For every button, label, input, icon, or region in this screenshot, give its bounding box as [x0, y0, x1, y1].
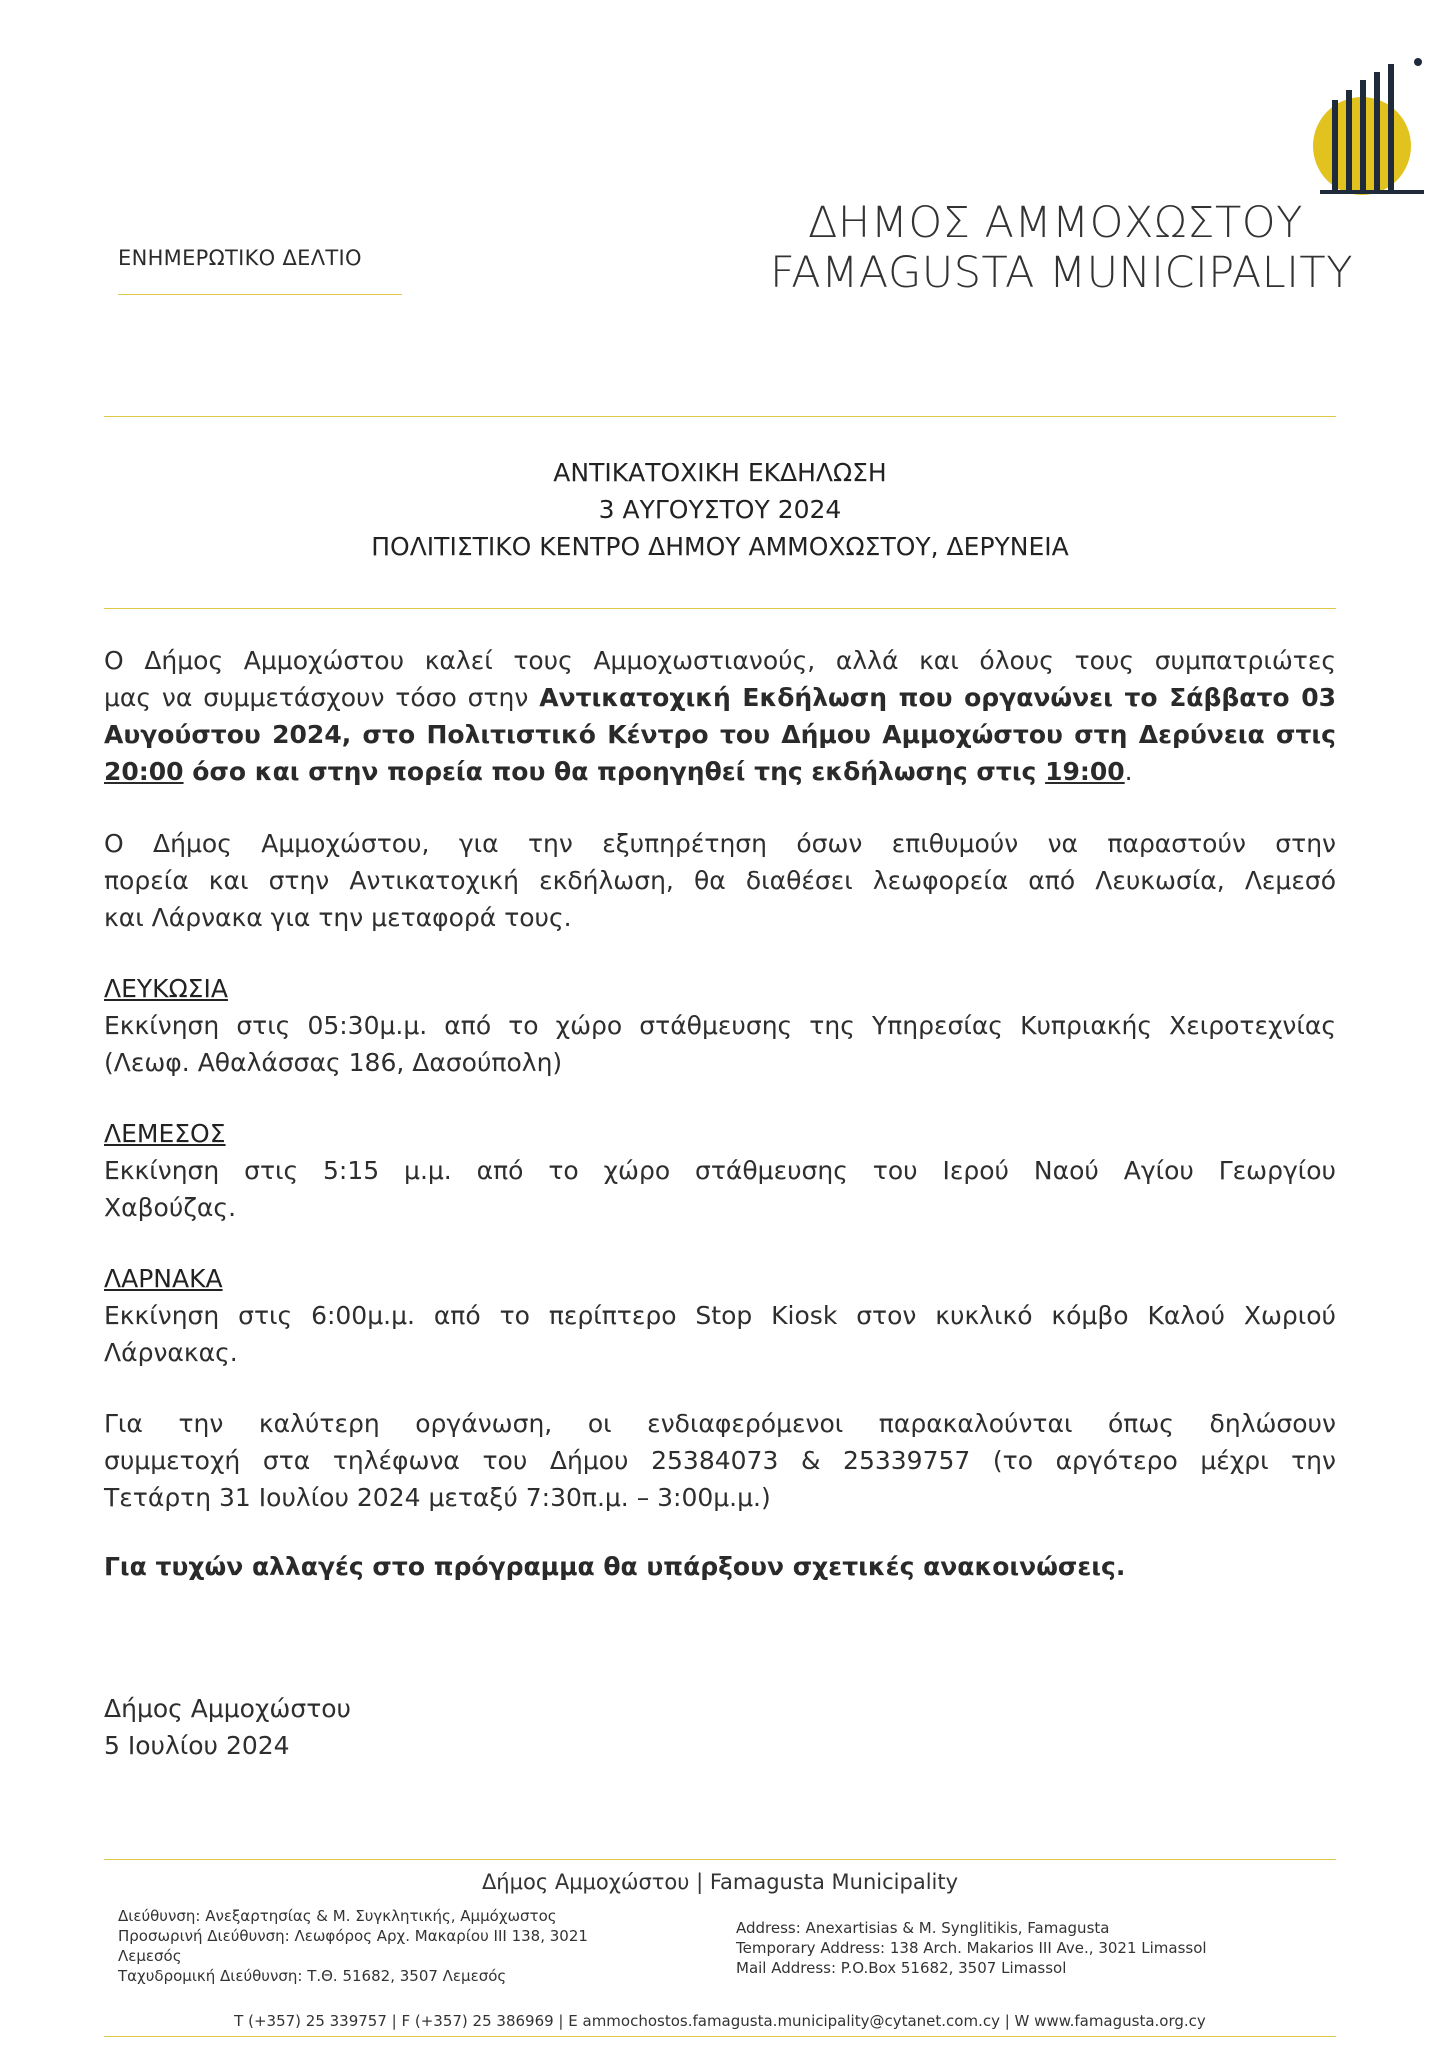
event-venue: ΠΟΛΙΤΙΣΤΙΚΟ ΚΕΝΤΡΟ ΔΗΜΟΥ ΑΜΜΟΧΩΣΤΟΥ, ΔΕΡΥΝΕΙΑ [371, 532, 1069, 561]
event-title: ΑΝΤΙΚΑΤΟΧΙΚΗ ΕΚΔΗΛΩΣΗ [553, 458, 887, 487]
signature-date: 5 Ιουλίου 2024 [104, 1731, 290, 1760]
footer-en-line: Temporary Address: 138 Arch. Makarios III Ave., 3021 Limassol [736, 1939, 1207, 1957]
registration-paragraph [104, 1405, 1336, 1516]
intro-line-4 [104, 753, 1336, 790]
intro-line-4-text: όσο και στην πορεία που θα προηγηθεί της εκδήλωσης στις [183, 757, 1046, 786]
footer-divider-top [104, 1859, 1336, 1860]
departure-details: Εκκίνηση στις 6:00μ.μ. από το περίπτερο Stop Kiosk στον κυκλικό κόμβο Καλού Χωριού [104, 1301, 1336, 1330]
footer-gr-line: Διεύθυνση: Ανεξαρτησίας & Μ. Συγκλητικής, Αμμόχωστος [118, 1907, 557, 1925]
footer-divider-bottom [104, 2036, 1336, 2037]
march-time: 19:00 [1045, 757, 1125, 786]
departure-nicosia [104, 970, 1336, 1081]
footer-en-line: Address: Anexartisias & M. Synglitikis, Famagusta [736, 1919, 1110, 1937]
registration-line-3: Τετάρτη 31 Ιουλίου 2024 μεταξύ 7:30π.μ. – 3:00μ.μ.) [104, 1483, 771, 1512]
registration-line-2: συμμετοχή στα τηλέφωνα του Δήμου 25384073 & 25339757 (το αργότερο μέχρι την [104, 1446, 1336, 1475]
bulletin-underline [118, 294, 402, 295]
intro-paragraph [104, 642, 1336, 790]
transport-line-3: και Λάρνακα για την μεταφορά τους. [104, 903, 572, 932]
footer-title: Δήμος Αμμοχώστου | Famagusta Municipality [481, 1870, 959, 1894]
header-divider [104, 416, 1336, 417]
footer-en-line: Mail Address: P.O.Box 51682, 3507 Limassol [736, 1959, 1067, 1977]
municipality-logo-icon [1300, 50, 1430, 210]
footer-greek-address [118, 1906, 678, 1986]
event-time: 20:00 [104, 757, 184, 786]
footer-gr-line: Προσωρινή Διεύθυνση: Λεωφόρος Αρχ. Μακαρίου ΙΙΙ 138, 3021 [118, 1927, 588, 1945]
signature-block [104, 1690, 1336, 1764]
intro-line-2 [104, 679, 1336, 716]
changes-notice: Για τυχών αλλαγές στο πρόγραμμα θα υπάρξουν σχετικές ανακοινώσεις. [104, 1552, 1126, 1581]
transport-paragraph [104, 825, 1336, 936]
registration-line-1: Για την καλύτερη οργάνωση, οι ενδιαφερόμενοι παρακαλούνται όπως δηλώσουν [104, 1409, 1336, 1438]
footer-gr-line: Ταχυδρομική Διεύθυνση: Τ.Θ. 51682, 3507 Λεμεσός [118, 1967, 507, 1985]
event-date: 3 ΑΥΓΟΥΣΤΟΥ 2024 [598, 495, 842, 524]
departure-details-cont: (Λεωφ. Αθαλάσσας 186, Δασούπολη) [104, 1048, 563, 1077]
footer-english-address [736, 1918, 1336, 1978]
departure-city: ΛΕΥΚΩΣΙΑ [104, 974, 228, 1003]
bulletin-label: ΕΝΗΜΕΡΩΤΙΚΟ ΔΕΛΤΙΟ [118, 246, 362, 270]
title-divider [104, 608, 1336, 609]
departure-larnaca [104, 1260, 1336, 1371]
transport-line-1: Ο Δήμος Αμμοχώστου, για την εξυπηρέτηση όσων επιθυμούν να παραστούν στην [104, 829, 1336, 858]
departure-details: Εκκίνηση στις 05:30μ.μ. από το χώρο στάθμευσης της Υπηρεσίας Κυπριακής Χειροτεχνίας [104, 1011, 1336, 1040]
departure-limassol [104, 1115, 1336, 1226]
intro-line-1: Ο Δήμος Αμμοχώστου καλεί τους Αμμοχωστιανούς, αλλά και όλους τους συμπατριώτες [104, 646, 1336, 675]
intro-line-2-bold: Αντικατοχική Εκδήλωση που οργανώνει το Σάββατο 03 [539, 683, 1336, 712]
departure-city: ΛΕΜΕΣΟΣ [104, 1119, 226, 1148]
transport-line-2: πορεία και στην Αντικατοχική εκδήλωση, θα διαθέσει λεωφορεία από Λευκωσία, Λεμεσό [104, 866, 1336, 895]
intro-line-4-end: . [1124, 757, 1133, 786]
departure-city: ΛΑΡΝΑΚΑ [104, 1264, 223, 1293]
org-name-english: FAMAGUSTA MUNICIPALITY [770, 248, 1353, 298]
intro-line-3: Αυγούστου 2024, στο Πολιτιστικό Κέντρο του Δήμου Αμμοχώστου στη Δερύνεια στις [104, 720, 1336, 749]
footer-gr-line: Λεμεσός [118, 1947, 182, 1965]
org-name-greek: ΔΗΜΟΣ ΑΜΜΟΧΩΣΤΟΥ [808, 198, 1303, 248]
intro-line-2-text: μας να συμμετάσχουν τόσο στην [104, 683, 540, 712]
footer-contact: T (+357) 25 339757 | F (+357) 25 386969 | E ammochostos.famagusta.municipality@cytanet.com.cy | W www.famagusta.org.cy [234, 2012, 1206, 2030]
departure-details-cont: Χαβούζας. [104, 1193, 237, 1222]
departure-details: Εκκίνηση στις 5:15 μ.μ. από το χώρο στάθμευσης του Ιερού Ναού Αγίου Γεωργίου [104, 1156, 1336, 1185]
departure-details-cont: Λάρνακας. [104, 1338, 238, 1367]
signature-name: Δήμος Αμμοχώστου [104, 1694, 352, 1723]
